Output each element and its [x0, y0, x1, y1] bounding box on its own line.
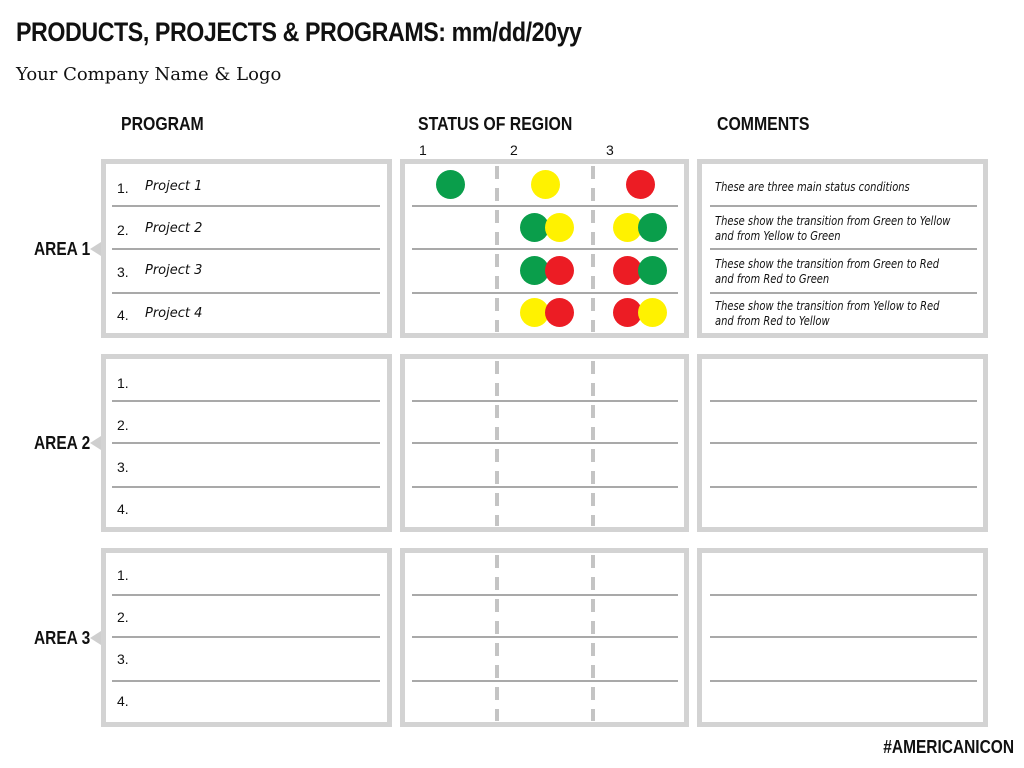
- row-divider: [412, 400, 678, 402]
- row-divider: [112, 292, 380, 294]
- row-divider: [710, 636, 977, 638]
- row-number: 1.: [117, 567, 129, 583]
- row-divider: [710, 248, 977, 250]
- row-divider: [412, 680, 678, 682]
- row-divider: [112, 680, 380, 682]
- status-dot-red: [545, 298, 574, 327]
- row-number: 2.: [117, 609, 129, 625]
- row-divider: [412, 486, 678, 488]
- row-divider: [710, 486, 977, 488]
- row-divider: [412, 248, 678, 250]
- row-number: 2.: [117, 417, 129, 433]
- region-divider: [495, 555, 499, 721]
- status-dot-yellow: [531, 170, 560, 199]
- status-dot-yellow: [545, 213, 574, 242]
- hashtag-footer: #AMERICANICON: [883, 737, 1014, 757]
- row-number: 3.: [117, 459, 129, 475]
- row-divider: [710, 400, 977, 402]
- row-divider: [112, 636, 380, 638]
- region-number-1: 1: [419, 142, 427, 158]
- status-dot-red: [545, 256, 574, 285]
- region-divider: [591, 361, 595, 526]
- project-name: Project 1: [145, 179, 203, 194]
- area-arrow-icon: [90, 436, 101, 450]
- page-title: PRODUCTS, PROJECTS & PROGRAMS: mm/dd/20yy: [16, 17, 582, 47]
- status-dot-green: [638, 256, 667, 285]
- region-divider: [591, 555, 595, 721]
- region-divider: [591, 166, 595, 332]
- row-divider: [112, 486, 380, 488]
- region-number-2: 2: [510, 142, 518, 158]
- row-number: 4.: [117, 501, 129, 517]
- comment-text: These show the transition from Yellow to Red and from Red to Yellow: [715, 299, 940, 328]
- row-number: 3.: [117, 264, 129, 280]
- region-divider: [495, 361, 499, 526]
- row-divider: [412, 636, 678, 638]
- comment-text: These are three main status conditions: [715, 180, 910, 194]
- row-divider: [710, 680, 977, 682]
- row-divider: [710, 442, 977, 444]
- row-divider: [112, 248, 380, 250]
- project-name: Project 3: [145, 263, 203, 278]
- row-divider: [412, 205, 678, 207]
- area-arrow-icon: [90, 242, 101, 256]
- row-number: 1.: [117, 180, 129, 196]
- row-number: 4.: [117, 307, 129, 323]
- comment-text: These show the transition from Green to Yellow and from Yellow to Green: [715, 214, 951, 243]
- area-arrow-icon: [90, 631, 101, 645]
- row-number: 3.: [117, 651, 129, 667]
- status-column-header: STATUS OF REGION: [418, 114, 573, 134]
- row-divider: [112, 400, 380, 402]
- project-name: Project 2: [145, 221, 203, 236]
- row-divider: [112, 442, 380, 444]
- status-dot-green: [436, 170, 465, 199]
- comments-column-header: COMMENTS: [717, 114, 810, 134]
- row-divider: [412, 442, 678, 444]
- project-name: Project 4: [145, 306, 203, 321]
- area-label-3: AREA 3: [34, 628, 91, 648]
- status-dot-green: [638, 213, 667, 242]
- area-label-1: AREA 1: [34, 239, 91, 259]
- row-number: 1.: [117, 375, 129, 391]
- row-divider: [412, 292, 678, 294]
- status-dot-red: [626, 170, 655, 199]
- company-name: Your Company Name & Logo: [16, 64, 282, 85]
- row-divider: [412, 594, 678, 596]
- area-label-2: AREA 2: [34, 433, 91, 453]
- row-divider: [112, 594, 380, 596]
- row-divider: [112, 205, 380, 207]
- status-dot-yellow: [638, 298, 667, 327]
- row-number: 4.: [117, 693, 129, 709]
- row-number: 2.: [117, 222, 129, 238]
- region-divider: [495, 166, 499, 332]
- row-divider: [710, 205, 977, 207]
- row-divider: [710, 594, 977, 596]
- program-column-header: PROGRAM: [121, 114, 204, 134]
- comment-text: These show the transition from Green to Red and from Red to Green: [715, 257, 940, 286]
- region-number-3: 3: [606, 142, 614, 158]
- row-divider: [710, 292, 977, 294]
